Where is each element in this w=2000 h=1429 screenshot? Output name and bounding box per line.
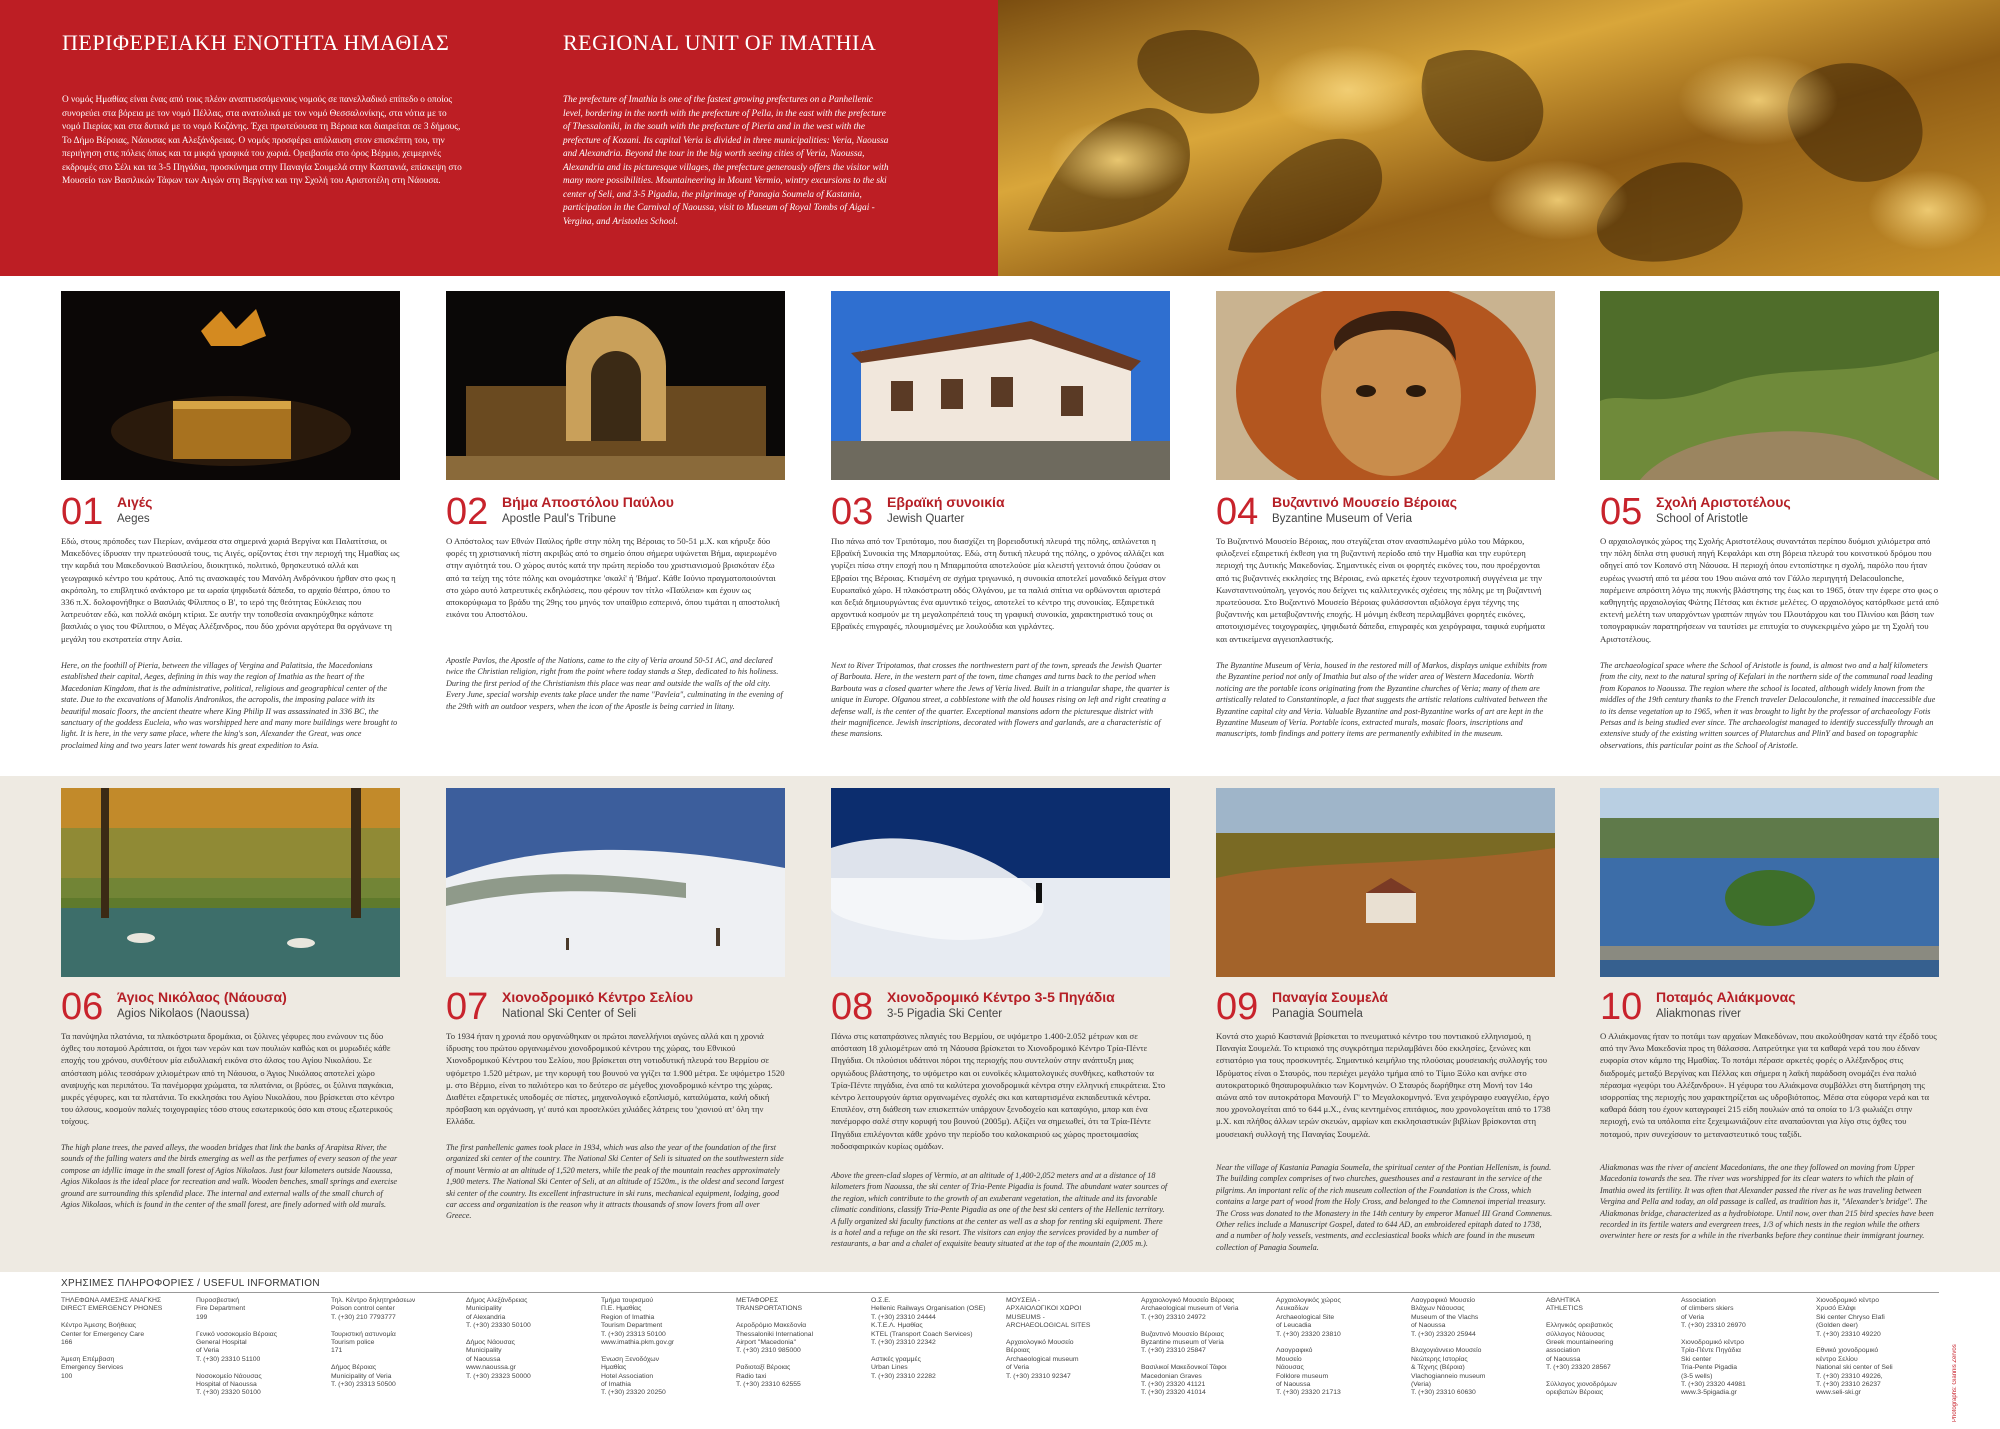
card-text-greek: Πάνω στις καταπράσινες πλαγιές του Βερμίου, σε υψόμετρο 1.400-2.052 μέτρων και σε απόσταση 18 χιλιομέτρων από τη Νάουσα βρίσκεται το Χιονοδρομικό Κέντρο Τρία-Πέντε Πηγάδια. Οι πλούσιοι υδάτινοι πόροι της περιοχής που συντελούν στην ανάπτυξη μιας οργιώδους βλάστησης, το υψόμετρο και οι ευνοϊκές κλιματολογικές συνθήκες, καθιστούν τα Τρία-Πέντε πηγάδια, ένα από τα καλύτερα χιονοδρομικά κέντρα στην ελληνική επικράτεια. Στο κέντρο λειτουργούν άρτια οργανωμένες σχολές σκι και καταρτισμένα εκπαιδευτικά κέντρα. Επιπλέον, στη διάθεση των επισκεπτών υπάρχουν ξενοδοχείο και καταφύγιο, μπαρ και ένα πανέμορφο σαλέ στην κορυφή του βουνού (2005μ). Αξίζει να σημειωθεί, ότι τα Τρία-Πέντε Πηγάδια επιλέγονται κάθε χρόνο την περίοδο του καλοκαιριού ως χώρος προετοιμασίας ποδοσφαιρικών κυρίως ομάδων. [831,1031,1166,1151]
card-number: 06 [61,986,104,1028]
info-column: ΜΟΥΣΕΙΑ - ΑΡΧΑΙΟΛΟΓΙΚΟΙ ΧΩΡΟΙ MUSEUMS - ARCHAEOLOGICAL SITES Αρχαιολογικό Μουσείο Βέροιας Archaeological museum of Veria T. (+30) 23310 92347 [1006,1297,1091,1380]
card-number: 02 [446,491,489,533]
card-text-english: The first panhellenic games took place in 1934, which was also the year of the foundation of the first organized ski center of the country. The National Ski Center of Seli is situated on the southwestern side of mount Vermio at an altitude of 1,520 meters, while the peak of the mountain reaches approximately 1,900 meters. The National Ski Center of Seli, at an altitude of 1520m., is the oldest and second largest ski center of the country. Its excellent infrastructure in ski runs, mechanical equipment, lodging, good car access and organization is the reason why it attracts thousands of snow lovers from all over Greece. [446,1143,784,1221]
card-title-greek: Χιονοδρομικό Κέντρο Σελίου [502,989,694,1005]
photo-jewish-quarter [831,291,1170,480]
card-number: 05 [1600,491,1643,533]
card-title-english: Jewish Quarter [887,513,965,525]
intro-text-greek: Ο νομός Ημαθίας είναι ένας από τους πλέον αναπτυσσόμενους νομούς σε πανελλαδικό επίπεδο ο οποίος συνορεύει στα βόρεια με τον νομό Πέλλας, στα ανατολικά με τον νομό Θεσσαλονίκης, στα νότια με το νομό Πιερίας και στα δυτικά με το νομό Κοζάνης. Έχει πρωτεύουσα τη Βέροια και διαιρείται σε 3 δήμους, Το Δήμο Βέροιας, Νάουσας και Αλεξάνδρειας. Ο νομός προσφέρει απόλαυση στον επισκέπτη του, την περιήγηση στις πόλεις όπως και τα μικρά γραφικά του χωριά. Ορειβασία στο όρος Βέρμιο, χειμερινές εκδρομές στο Σέλι και τα 3-5 Πηγάδια, προσκύνημα στην Παναγία Σουμελά στην Καστανιά, επίσκεψη στο Μουσείο των Βασιλικών Τάφων των Αιγών στη Βεργίνα και την Σχολή του Αριστοτέλη στη Νάουσα. [62,95,462,186]
info-column: Association of climbers skiers of Veria T. (+30) 23310 26970 Χιονοδρομικό κέντρο Τρία-Πέντε Πηγάδια Ski center Tria-Pente Pigadia (3-5 wells) T. (+30) 23320 44981 www.3-5pigadia.gr [1681,1297,1746,1397]
card-text-english: Next to River Tripotamos, that crosses the northwestern part of the town, spreads the Jewish Quarter of Barbouta. Here, in the western part of the town, time changes and turns back to the period when Barbouta was a closed quarter where the Jews of Veria lived. Built in a triangular shape, the quarter is unique in Europe. Olganou street, a cobblestone with the old houses rising on left and right creating a defense wall, is the center of the quarter. Exceptional mansions adorn the picturesque district with their magnificence. Jewish inscriptions, decorated with flowers and garlands, are a characteristic of these mansions. [831,661,1170,739]
card-number: 03 [831,491,874,533]
photo-aeges [61,291,400,480]
card-title-greek: Χιονοδρομικό Κέντρο 3-5 Πηγάδια [887,989,1115,1005]
card-title-english: Byzantine Museum of Veria [1272,513,1412,525]
card-title-english: Aeges [117,513,150,525]
card-text-greek: Κοντά στο χωριό Καστανιά βρίσκεται το πνευματικό κέντρο του ποντιακού ελληνισμού, η Παναγία Σουμελά. Το κτιριακό της συγκρότημα περιλαμβάνει δύο εκκλησίες, ξενώνες και εστιατόριο για τους προσκυνητές. Σημαντικό κειμήλιο της πλούσιας μουσειακής συλλογής του Ιδρύματος είναι ο Σταυρός, που περιέχει μεγάλο τμήμα από το Τίμιο Ξύλο και ανήκε στο αυτοκρατορικό θησαυροφυλάκιο των Κομνηνών. Ο Σταυρός δωρήθηκε στη Μονή τον 14ο αιώνα από τον αυτοκράτορα Μανουήλ Γ' το Μεγαλοκομνηνό. Ένα χειρόγραφο ευαγγέλιο, έργο που χρονολογείται από το 644 μ.Χ., ένας κεντημένος επιτάφιος, που χρονολογείται από το 1738 μ.Χ. και πλήθος άλλων ιερών σκευών, αμφίων και εκκλησιαστικών βιβλίων βρίσκονται στη μουσειακή συλλογή της Παναγίας Σουμελά. [1216,1031,1551,1139]
photo-byzantine-museum [1216,291,1555,480]
info-column: Πυροσβεστική Fire Department 199 Γενικό νοσοκομείο Βέροιας General Hospital of Veria T. (+30) 23310 51100 Νοσοκομείο Νάουσας Hospital of Naoussa T. (+30) 23320 50100 [196,1297,277,1397]
card-text-english: Apostle Pavlos, the Apostle of the Nations, came to the city of Veria around 50-51 AC, and declared twice the Christian religion, right from the point where today stands a Step, dedicated to his holiness. During the first period of the Christianism this place was near and outside the walls of the old city. Every June, special worship events take place under the name "Pavleia", culminating in the evening of the 29th with an outdoor vespers, when the icon of the Apostle is being carried in litany. [446,656,783,711]
info-column: Τμήμα τουρισμού Π.Ε. Ημαθίας Region of Imathia Tourism Department T. (+30) 23313 50100 www.imathia.pkm.gov.gr Ένωση Ξενοδόχων Ημαθίας Hotel Association of Imathia T. (+30) 23320 20250 [601,1297,675,1397]
photo-panagia-soumela [1216,788,1555,977]
card-title-greek: Άγιος Νικόλαος (Νάουσα) [117,989,287,1005]
card-text-english: Near the village of Kastania Panagia Soumela, the spiritual center of the Pontian Hellenism, is found. The building complex comprises of two churches, guesthouses and a restaurant in the service of the pilgrims. An important relic of the rich museum collection of the Foundation is the Cross, which contains a large part of wood from the Holy Cross, and belonged to the Comnenoi imperial treasury. The Cross was donated to the Monastery in the 14th century by emperor Manuel III Grand Comnenus. Other relics include a Manuscript Gospel, dated to 644 AD, an embroidered epitaph dated to 1738, and a number of holy vessels, vestments, and ecclesiastical books which are found in the museum collection of Panagia Soumela. [1216,1163,1553,1252]
info-column: ΤΗΛΕΦΩΝΑ ΑΜΕΣΗΣ ΑΝΑΓΚΗΣ DIRECT EMERGENCY PHONES Κέντρο Άμεσης Βοήθειας Center for Emergency Care 166 Άμεση Επέμβαση Emergency Services 100 [61,1297,163,1380]
info-column: Τηλ. Κέντρο δηλητηριάσεων Poison control center T. (+30) 210 7793777 Τουριστική αστυνομία Tourism police 171 Δήμος Βέροιας Municipality of Veria T. (+30) 23313 50500 [331,1297,416,1389]
info-column: ΑΘΛΗΤΙΚΑ ATHLETICS Ελληνικός ορειβατικός σύλλογος Νάουσας Greek mountaineering association of Naoussa T. (+30) 23320 28567 Σύλλογος χιονοδρόμων ορειβατών Βέροιας [1546,1297,1617,1397]
info-column: Αρχαιολογικός χώρος Λευκαδίων Archaeological Site of Leucadia T. (+30) 23320 23810 Λαογραφικό Μουσείο Νάουσας Folklore museum of Naoussa T. (+30) 23320 21713 [1276,1297,1341,1397]
info-column: Ο.Σ.Ε. Hellenic Railways Organisation (OSE) T. (+30) 23310 24444 Κ.Τ.Ε.Λ. Ημαθίας KTEL (Transport Coach Services) T. (+30) 23310 22342 Αστικές γραμμές Urban Lines T. (+30) 23310 22282 [871,1297,986,1380]
info-column: Λαογραφικό Μουσείο Βλάχων Νάουσας Museum of the Vlachs of Naoussa T. (+30) 23320 25944 Βλαχογιάννειο Μουσείο Νεώτερης Ιστορίας & Τέχνης (Βέροια) Vlachogianneio museum (Veria) T. (+30) 23310 60630 [1411,1297,1486,1397]
card-title-english: Panagia Soumela [1272,1008,1363,1020]
card-number: 07 [446,986,489,1028]
card-title-greek: Σχολή Αριστοτέλους [1656,494,1791,510]
card-text-greek: Το 1934 ήταν η χρονιά που οργανώθηκαν οι πρώτοι πανελλήνιοι αγώνες αλλά και η χρονιά ίδρυσης του πρώτου οργανωμένου χιονοδρομικού κέντρου της χώρας, του Εθνικού Χιονοδρομικού Κέντρου του Σελίου, που βρίσκεται στη νοτιοδυτική πλευρά του Βερμίου σε υψόμετρο 1.520 μέτρων, με την κορυφή του βουνού να γγίζει τα 1.900 μέτρα. Σε υψόμετρο 1520 μ. στο Βέρμιο, είναι το παλιότερο και το δεύτερο σε μέγεθος χιονοδρομικό κέντρο της χώρας. Διαθέτει εξαιρετικές υποδομές σε πίστες, μηχανολογικό εξοπλισμό, καταλύματα, καλή οδική πρόσβαση και οργάνωση, γι' αυτό και προσελκύει χιλιάδες λάτρεις του 'χιονιού ατ' όλη την Ελλάδα. [446,1031,785,1127]
card-text-english: The Byzantine Museum of Veria, housed in the restored mill of Markos, displays unique exhibits from the Byzantine period not only of Imathia but also of the wider area of Western Macedonia. Worth noticing are the portable icons originating from the Byzantine churches of Veria; many of them are artistically related to Constantinople, a fact that suggests the artistic relations cultivated between the Byzantine capital city and Veria. Valuable Byzantine and post-Byzantine works of art are kept in the Byzantine Museum of Veria. Portable icons, extracted murals, mosaic floors, inscriptions and manuscripts, tomb findings and pottery items are permanently exhibited in the museum. [1216,661,1548,739]
card-text-english: Here, on the foothill of Pieria, between the villages of Vergina and Palatitsia, the Macedonians established their capital, Aeges, defining in this way the region of Imathia as the heart of the Macedonian Kingdom, that is the administrative, political, religious and geographical center of the state. Due to the excavations of Manolis Andronikos, the acropolis, the imposing palace with its beautiful mosaic floors, the ancient theatre where King Philip II was assassinated in 336 BC, the sanctuary of the goddess Eucleia, who was worshipped here and many more buildings were brought to light. It is here, in the very same place, where the king's son, Alexander the Great, was once proclaimed king and two years later went towards his great expedition to Asia. [61,661,398,750]
card-number: 01 [61,491,104,533]
photo-credit: Photographs: Giannis Zervos [1952,1344,1958,1422]
golden-frieze-image [998,0,2000,276]
card-text-greek: Ο Αλιάκμονας ήταν το ποτάμι των αρχαίων Μακεδόνων, που ακολούθησαν κατά την έξοδό τους από την Άνω Μακεδονία προς τη θάλασσα. Λατρεύτηκε για τα καθαρά νερά του που έδιναν ευφορία στον κάμπο της Ημαθίας. Το ποτάμι πέρασε αρκετές φορές ο Αλέξανδρος στις διαδρομές μεταξύ Βεργίνας και Πέλλας και σήμερα η λαϊκή παράδοση ονομάζει ένα παλιό πέρασμα «γεφύρι του Αλέξανδρου». Η γέφυρα του Αλιάκμονα συμβάλλει στη διατήρηση της ισορροπίας της περιοχής που χαρακτηρίζεται ως υδροβιότοπος. Μέσα στα εύφορα νερά και τα καθαρά δάση του έχουν καταγραφεί 215 είδη πουλιών από τα οποία το 1/3 φωλιάζει στην περιοχή, ενώ τα υπόλοιπα είτε ξεχειμωνιάζουν είτε αναπαύονται για λίγο στις όχθες του ποταμού, πριν συνεχίσουν το μεταναστευτικό τους ταξίδι. [1600,1031,1937,1139]
card-title-english: Agios Nikolaos (Naoussa) [117,1008,250,1020]
photo-school-of-aristotle [1600,291,1939,480]
info-column: ΜΕΤΑΦΟΡΕΣ TRANSPORTATIONS Αεροδρόμιο Μακεδονία Thessaloniki International Airport "Macedonia" T. (+30) 2310 985000 Ραδιοταξί Βέροιας Radio taxi T. (+30) 23310 62555 [736,1297,814,1389]
card-number: 09 [1216,986,1259,1028]
card-title-greek: Παναγία Σουμελά [1272,989,1388,1005]
card-text-greek: Το Βυζαντινό Μουσείο Βέροιας, που στεγάζεται στον ανασπιλωμένο μύλο του Μάρκου, φιλοξενεί εξαιρετική έκθεση για τη βυζαντινή περίοδο από την Ημαθία και την ευρύτερη περιοχή της Δυτικής Μακεδονίας. Σημαντικές είναι οι φορητές εικόνες του, που προέρχονται από τις βυζαντινές εκκλησίες της Βέροιας, ενώ αρκετές έχουν τεχνοτροπική συγγένεια με την Κωνσταντινούπολη, γεγονός που δείχνει τις καλλιτεχνικές σχέσεις της πόλης με τη βυζαντινή πρωτεύουσα. Στο Βυζαντινό Μουσείο Βέροιας φυλάσσονται αξιόλογα έργα τέχνης της βυζαντινής και μεταβυζαντινής εποχής. Η μόνιμη έκθεση περιλαμβάνει φορητές εικόνες, αποτοιχισμένες τοιχογραφίες, ψηφιδωτά δάπεδα, επιγραφές και χειρόγραφα, ταφικά ευρήματα και αντικείμενα αγγειοπλαστικής. [1216,536,1545,644]
useful-info-title: ΧΡΗΣΙΜΕΣ ΠΛΗΡΟΦΟΡΙΕΣ / USEFUL INFORMATION [61,1278,320,1289]
info-column: Αρχαιολογικό Μουσείο Βέροιας Archaeological museum of Veria T. (+30) 23310 24972 Βυζαντινό Μουσείο Βέροιας Byzantine museum of Veria T. (+30) 23310 25847 Βασιλικοί Μακεδονικοί Τάφοι Macedonian Graves T. (+30) 23320 41121 T. (+30) 23320 41014 [1141,1297,1239,1397]
card-text-english: The high plane trees, the paved alleys, the wooden bridges that link the banks of Arapitsa River, the sounds of the falling waters and the birds emerging as well as the perfumes of every season of the year compose an idyllic image in the small forest of Agios Nikolaos. Just four kilometers outside Naoussa, Agios Nikolaos is the ideal place for recreation and walk. Wooden benches, small springs and exercise ground are surrounding this splendid place. The internal and external walls of the small church of Agios Nikolaos, which is found in the center of the small forest, are finely adorned with old murals. [61,1143,398,1210]
photo-apostle-tribune [446,291,785,480]
card-number: 04 [1216,491,1259,533]
photo-seli-ski-center [446,788,785,977]
card-number: 10 [1600,986,1643,1028]
card-title-english: 3-5 Pigadia Ski Center [887,1008,1003,1020]
divider [61,1292,1939,1293]
info-column: Χιονοδρομικό κέντρο Χρυσό Ελάφι Ski center Chryso Elafi (Golden deer) T. (+30) 23310 49220 Εθνικό χιονοδρομικό κέντρο Σελίου National ski center of Seli T. (+30) 23310 49226, T. (+30) 23310 26237 www.seli-ski.gr [1816,1297,1893,1397]
card-text-greek: Εδώ, στους πρόποδες των Πιερίων, ανάμεσα στα σημερινά χωριά Βεργίνα και Παλατίτσια, οι Μακεδόνες ίδρυσαν την πρωτεύουσά τους, τις Αιγές, ορίζοντας έτσι την περιοχή της Ημαθίας ως την καρδιά του Μακεδονικού Βασιλείου, διοικητικό, πολιτικό, θρησκευτικό αλλά και γεωγραφικό κέντρο του κράτους. Από τις ανασκαφές του Μανόλη Ανδρόνικου ήρθαν στο φως η ακρόπολη, το επιβλητικό ανάκτορο με τα ωραία ψηφιδωτά δάπεδα, το αρχαίο θέατρο, όπου το 336 π.Χ. δολοφονήθηκε ο Βασιλιάς Φίλιππος ο Β', το ιερό της θεότητας Εύκλειας που λατρευόταν εδώ, και πολλά ακόμη κτίρια. Σε αυτήν την τοποθεσία ανακηρύχθηκε κάποτε βασιλιάς ο γιος του Φίλιππου, ο Μέγας Αλέξανδρος, που δύο χρόνια αργότερα θα οργάνωνε τη μεγάλη του εκστρατεία στην Ασία. [61,536,400,644]
title-english: REGIONAL UNIT OF IMATHIA [563,30,877,55]
card-title-english: National Ski Center of Seli [502,1008,637,1020]
card-title-english: School of Aristotle [1656,513,1749,525]
card-text-greek: Ο Απόστολος των Εθνών Παύλος ήρθε στην πόλη της Βέροιας το 50-51 μ.Χ. και κήρυξε δύο φορές τη χριστιανική πίστη ακριβώς από το σημείο όπου σήμερα υψώνεται Βήμα, αφιερωμένο στην αγιότητά του. Ο χώρος αυτός κατά την πρώτη περίοδο του χριστιανισμού βρισκόταν έξω από τα τείχη της τότε πόλης και ονομάστηκε 'σκαλί' ή 'Βήμα'. Κάθε Ιούνιο πραγματοποιούνται στο χώρο αυτό λατρευτικές εκδηλώσεις, που φέρουν τον τίτλο «Παύλεια» και έχουν ως αποκορύφωμα το βράδυ της 29ης του μηνός τον υπαίθριο εσπερινό, όπου τιμάται η αποστολική εικόνα του Αποστόλου. [446,536,780,620]
photo-3-5-pigadia [831,788,1170,977]
photo-agios-nikolaos [61,788,400,977]
photo-aliakmonas-river [1600,788,1939,977]
card-title-greek: Ποταμός Αλιάκμονας [1656,989,1796,1005]
card-title-english: Aliakmonas river [1656,1008,1741,1020]
card-text-greek: Πιο πάνω από τον Τριπόταμο, που διασχίζει τη βορειοδυτική πλευρά της πόλης, απλώνεται η Εβραϊκή Συνοικία της Μπαρμπούτας. Εδώ, στη δυτική πλευρά της πόλης, ο χρόνος αλλάζει και γυρίζει πίσω στην εποχή που η Μπαρμπούτα αποτελούσε μία κλειστή γειτονιά όπου ζούσαν οι Εβραίοι της Βέροιας. Κτισμένη σε σχήμα τριγωνικό, η συνοικία αποτελεί μοναδικό δείγμα στον Ευρωπαϊκό χώρο. Η πλακόστρωτη οδός Ολγάνου, με τα παλιά σπίτια να ορθώνονται αριστερά και δεξιά δημιουργώντας ένα αμυντικό τείχος, αποτελεί το κέντρο της συνοικίας. Εξαιρετικά αρχοντικά κοσμούν με τη μεγαλοπρέπειά τους τη γραφική συνοικία, χαρακτηριστικό τους οι Εβραϊκές επιγραφές, πλουμισμένες με λουλούδια και γιρλάντες. [831,536,1166,632]
card-title-english: Apostle Paul's Tribune [502,513,617,525]
card-text-greek: Τα πανύψηλα πλατάνια, τα πλακόστρωτα δρομάκια, οι ξύλινες γέφυρες που ενώνουν τις δύο όχθες του ποταμού Αράπιτσα, οι ήχοι των νερών και των πουλιών καθώς και οι μυρωδιές κάθε εποχής του χρόνου, συνθέτουν μία ειδυλλιακή εικόνα στο άλσος του Αγίου Νικολάου. Σε απόσταση μόλις τεσσάρων χιλιομέτρων από τη Νάουσα, ο Άγιος Νικόλαος αποτελεί χώρο αναψυχής και περιπάτου. Τα πανέμορφα χρώματα, τα πλατάνια, οι βρύσες, οι ξύλινα παγκάκια, μικρές γέφυρες, και τα πλατάνια. Το εκκλησάκι του Αγίου Νικολάου, που βρίσκεται στο κέντρο του άλσους, κοσμούν παλιές τοιχογραφίες τόσο στους εσωτερικούς όσο και στους εξωτερικούς τοίχους. [61,1031,395,1127]
card-number: 08 [831,986,874,1028]
card-title-greek: Βήμα Αποστόλου Παύλου [502,494,674,510]
card-text-english: Above the green-clad slopes of Vermio, at an altitude of 1,400-2,052 meters and at a distance of 18 kilometers from Naoussa, the ski center of Tria-Pente Pigadia is found. The abundant water sources of the region, which contribute to the growth of an exuberant vegetation, the altitude and its favorable climatic conditions, classify Tria-Pente Pigadia as one of the best ski centers of the Hellenic territory. A fully organized ski faculty functions at the center as well as a shop for renting ski equipment. There is a hotel and a refuge on the ski resort. The visitors can enjoy the services provided by a number of restaurants, a bar and a chalet of exquisite beauty situated at the top of the mountain (2,005 m.). [831,1171,1168,1249]
title-greek: ΠΕΡΙΦΕΡΕΙΑΚΗ ΕΝΟΤΗΤΑ ΗΜΑΘΙΑΣ [62,30,450,55]
intro-text-english: The prefecture of Imathia is one of the fastest growing prefectures on a Panhellenic level, bordering in the north with the prefecture of Pella, in the east with the prefecture of Thessaloniki, in the south with the prefecture of Pieria and in the west with the prefecture of Kozani. Its capital Veria is divided in three municipalities: Veria, Naoussa and Alexandria. Beyond the tour in the big worth seeing cities of Veria, Naoussa, Alexandria and its picturesque villages, the prefecture generously offers the visitor with many more possibilities. Mountaineering in Mount Vermio, wintry excursions to the ski center of Seli, and 3-5 Pigadia, the pilgrimage of Panagia Soumela of Kastania, participation in the Carnival of Naoussa, visit to Museum of Royal Tombs of Aigai - Vergina, and Aristotles School. [563,95,889,227]
card-text-english: The archaeological space where the School of Aristotle is found, is almost two and a half kilometers from the city, next to the natural spring of Kefalari in the northern side of the communal road leading from Kopanos to Naoussa. The region where the school is located, although widely known from the middles of the 19th century thanks to the French traveler Delacoulonche, it remained inaccessible due to its dense vegetation up to 1965, when it was brought to light by the professor of archaeology Fotis Petsas and is being studied ever since. The archaeologist managed to identify successfully through an extensive study of the existing written sources of Plutarchus and PlinY and based on topographic observations, this particular point as the School of Aristotle. [1600,661,1936,750]
card-text-english: Aliakmonas was the river of ancient Macedonians, the one they followed on moving from Upper Macedonia towards the sea. The river was worshipped for its clear waters to which the plain of Imathia owed its fertility. It was often that Alexander passed the river as he was traveling between Vergina and Pella and today, an old passage is called, as tradition has it, "Alexander's bridge". The Aliakmonas bridge, characterized as a hydrobiotope. Until now, over than 215 bird species have been recorded in its fertile waters and evergreen trees, 1/3 of which nests in the region while the others overwinter here or rests for a while in the riverbanks before they continue their immigrant journey. [1600,1163,1934,1241]
card-title-greek: Αιγές [117,494,153,510]
card-title-greek: Βυζαντινό Μουσείο Βέροιας [1272,494,1458,510]
card-text-greek: Ο αρχαιολογικός χώρος της Σχολής Αριστοτέλους συναντάται περίπου δυόμισι χιλιόμετρα από την πόλη δίπλα στη φυσική πηγή Κεφαλάρι και στη βόρεια πλευρά του κοινοτικού δρόμου που οδηγεί από τον Κοπανό στη Νάουσα. Η περιοχή όπου εντοπίστηκε η σχολή, παρόλο που ήταν ευρέως γνωστή από τα μέσα του 19ου αιώνα από τον Γάλλο περιηγητή Delacoulonche, παρέμεινε απρόσιτη λόγω της πυκνής βλάστησης της έως και το 1965, όταν την έφερε στο φως ο καθηγητής αρχαιολογίας Φώτης Πέτσας και έκτισε μελέτες. Ο αρχαιολόγος κατόρθωσε μετά από εκτενή μελέτη των υπαρχόντων γραπτών πηγών του Πλουτάρχου και του Πλινίου και βάση των τοπογραφικών παρατηρήσεων να ταυτίσει με επιτυχία το συγκεκριμένο χώρο με τη Σχολή του Αριστοτέλους. [1600,536,1939,644]
card-title-greek: Εβραϊκή συνοικία [887,494,1005,510]
info-column: Δήμος Αλεξάνδρειας Municipality of Alexandria T. (+30) 23330 50100 Δήμος Νάουσας Municipality of Naoussa www.naoussa.gr T. (+30) 23323 50000 [466,1297,531,1380]
